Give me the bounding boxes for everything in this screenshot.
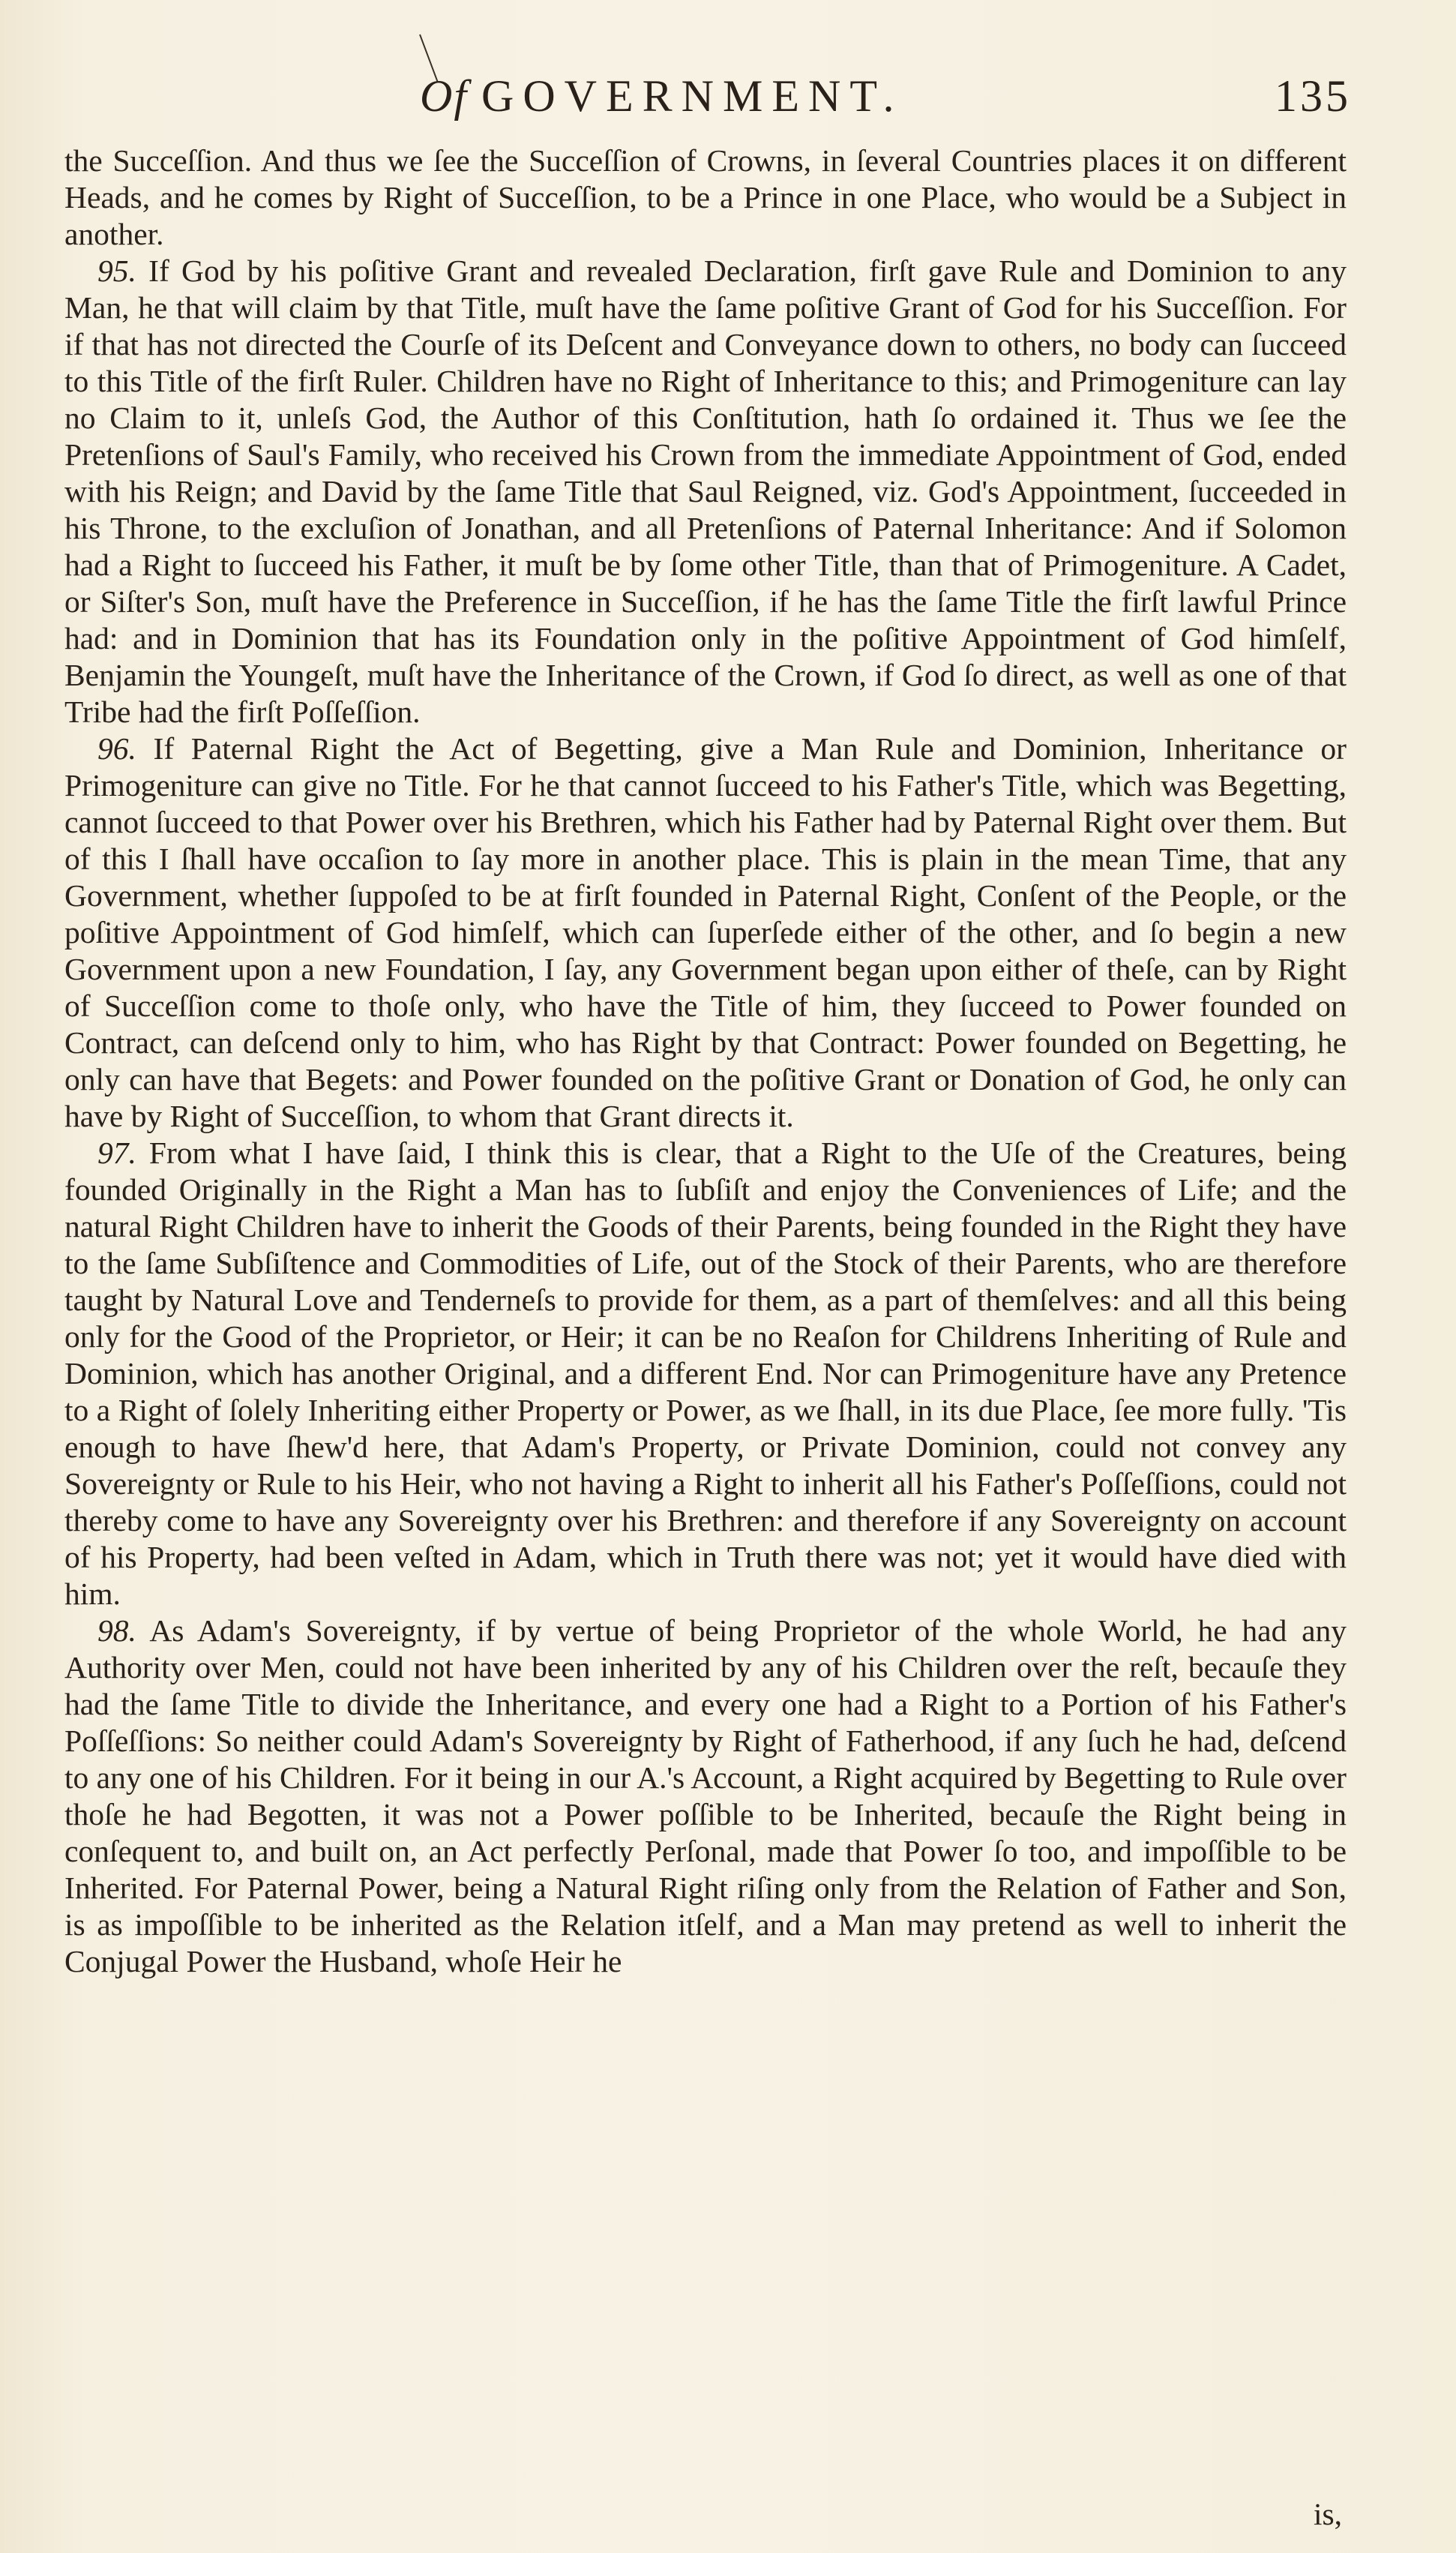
paragraph-text: From what I have ſaid, I think this is clear, that a Right to the Uſe of the Creatures, being founded Originally in the Right a Man has to ſubſiſt and enjoy the Conveniences of Life; and the natural Right Children have to inherit the Goods of their Parents, being founded in the Right they have to the ſame Subſiſtence and Commodities of Life, out of the Stock of their Parents, who are therefore taught by Natural Love and Tenderneſs to provide for them, as a part of themſelves: and all this being only for the Good of the Proprietor, or Heir; it can be no Reaſon for Childrens Inheriting of Rule and Dominion, which has another Original, and a different End. Nor can Primogeniture have any Pretence to a Right of ſolely Inheriting either Property or Power, as we ſhall, in its due Place, ſee more fully. 'Tis enough to have ſhew'd here, that Adam's Property, or Private Dominion, could not convey any Sovereignty or Rule to his Heir, who not having a Right to inherit all his Father's Poſſeſſions, could not thereby come to have any Sovereignty over his Brethren: and therefore if any Sovereignty on account of his Property, had been veſted in Adam, which in Truth there was not; yet it would have died with him. [64,1136,1347,1611]
paragraph-95 [64,253,1347,730]
title-of: Of [420,71,468,121]
paragraph-number: 95. [97,254,136,288]
paragraph-continuation [64,142,1347,253]
title-government: GOVERNMENT. [481,71,903,121]
paragraph-text: the Succeſſion. And thus we ſee the Succeſſion of Crowns, in ſeveral Countries places it on different Heads, and he comes by Right of Succeſſion, to be a Prince in one Place, who would be a Subject in another. [64,143,1347,251]
paragraph-97 [64,1135,1347,1612]
paragraph-98 [64,1612,1347,1980]
paragraph-number: 96. [97,731,136,766]
page-title [420,70,903,122]
paragraph-text: As Adam's Sovereignty, if by vertue of being Proprietor of the whole World, he had any Authority over Men, could not have been inherited by any of his Children over the reſt, becauſe they had the ſame Title to divide the Inheritance, and every one had a Right to a Portion of his Father's Poſſeſſions: So neither could Adam's Sovereignty by Right of Fatherhood, if any ſuch he had, deſcend to any one of his Children. For it being in our A.'s Account, a Right acquired by Begetting to Rule over thoſe he had Begotten, it was not a Power poſſible to be Inherited, becauſe the Right being in conſequent to, and built on, an Act perfectly Perſonal, made that Power ſo too, and impoſſible to be Inherited. For Paternal Power, being a Natural Right riſing only from the Relation of Father and Son, is as impoſſible to be inherited as the Relation itſelf, and a Man may pretend as well to inherit the Conjugal Power the Husband, whoſe Heir he [64,1613,1347,1978]
body-text [64,142,1347,1980]
paragraph-text: If Paternal Right the Act of Begetting, give a Man Rule and Dominion, Inheritance or Primogeniture can give no Title. For he that cannot ſucceed to his Father's Title, which was Begetting, cannot ſucceed to that Power over his Brethren, which his Father had by Paternal Right over them. But of this I ſhall have occaſion to ſay more in another place. This is plain in the mean Time, that any Government, whether ſuppoſed to be at firſt founded in Paternal Right, Conſent of the People, or the poſitive Appointment of God himſelf, which can ſuperſede either of the other, and ſo begin a new Government upon a new Foundation, I ſay, any Government began upon either of theſe, can by Right of Succeſſion come to thoſe only, who have the Title of him, they ſucceed to Power founded on Contract, can deſcend only to him, who has Right by that Contract: Power founded on Begetting, he only can have that Begets: and Power founded on the poſitive Grant or Donation of God, he only can have by Right of Succeſſion, to whom that Grant directs it. [64,731,1347,1133]
paragraph-number: 97. [97,1136,136,1170]
paragraph-number: 98. [97,1613,136,1648]
catchword: is, [1314,2497,1343,2531]
paragraph-96 [64,730,1347,1135]
running-head [0,66,1456,134]
paragraph-text: If God by his poſitive Grant and revealed Declaration, firſt gave Rule and Dominion to any Man, he that will claim by that Title, muſt have the ſame poſitive Grant of God for his Succeſſion. For if that has not directed the Courſe of its Deſcent and Conveyance down to others, no body can ſucceed to this Title of the firſt Ruler. Children have no Right of Inheritance to this; and Primogeniture can lay no Claim to it, unleſs God, the Author of this Conſtitution, hath ſo ordained it. Thus we ſee the Pretenſions of Saul's Family, who received his Crown from the immediate Appointment of God, ended with his Reign; and David by the ſame Title that Saul Reigned, viz. God's Appointment, ſucceeded in his Throne, to the excluſion of Jonathan, and all Pretenſions of Paternal Inheritance: And if Solomon had a Right to ſucceed his Father, it muſt be by ſome other Title, than that of Primogeniture. A Cadet, or Siſter's Son, muſt have the Preference in Succeſſion, if he has the ſame Title the firſt lawful Prince had: and in Dominion that has its Foundation only in the poſitive Appointment of God himſelf, Benjamin the Youngeſt, muſt have the Inheritance of the Crown, if God ſo direct, as well as one of that Tribe had the firſt Poſſeſſion. [64,254,1347,729]
page-number: 135 [1275,71,1351,121]
